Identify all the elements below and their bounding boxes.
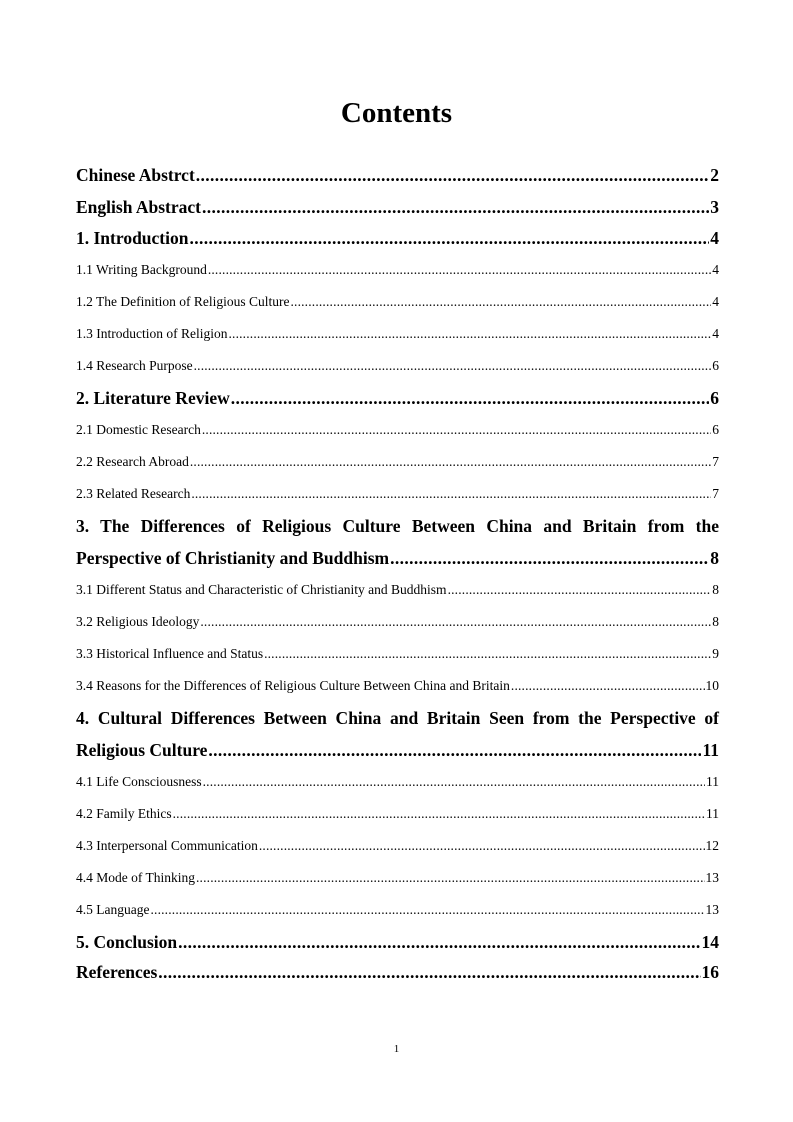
dot-leader [208, 261, 711, 279]
toc-entry-page: 11 [702, 740, 719, 760]
dot-leader [202, 421, 711, 439]
toc-entry-title: 1.2 The Definition of Religious Culture [76, 294, 290, 309]
dot-leader [200, 613, 711, 631]
toc-entry-page: 4 [712, 294, 719, 309]
dot-leader [190, 453, 711, 471]
toc-entry-title: 4.4 Mode of Thinking [76, 870, 195, 885]
toc-entry-page: 12 [705, 838, 719, 853]
toc-entry-literature-review[interactable] [76, 386, 719, 410]
dot-leader [158, 960, 700, 984]
toc-entry-page: 11 [706, 806, 719, 821]
toc-entry-references[interactable] [76, 960, 719, 984]
toc-entry-title: 3.2 Religious Ideology [76, 614, 200, 629]
toc-entry-page: 6 [710, 388, 719, 408]
toc-entry-page: 14 [701, 932, 719, 952]
toc-entry-page: 9 [712, 646, 719, 661]
toc-entry-chinese-abstract[interactable] [76, 163, 719, 187]
toc-entry-page: 8 [710, 548, 719, 568]
dot-leader [264, 645, 711, 663]
toc-entry-title: 1.4 Research Purpose [76, 358, 193, 373]
toc-entry-related-research[interactable] [76, 485, 719, 503]
toc-entry-title: 4.2 Family Ethics [76, 806, 172, 821]
footer-page-number: 1 [393, 1043, 400, 1055]
page-title: Contents [340, 97, 453, 129]
toc-entry-page: 7 [712, 486, 719, 501]
toc-entry-page: 2 [710, 165, 719, 185]
toc-entry-family-ethics[interactable] [76, 805, 719, 823]
toc-entry-introduction[interactable] [76, 226, 719, 250]
toc-entry-language[interactable] [76, 901, 719, 919]
toc-entry-religious-ideology[interactable] [76, 613, 719, 631]
dot-leader [290, 293, 711, 311]
dot-leader [203, 773, 705, 791]
toc-entry-title: 4.3 Interpersonal Communication [76, 838, 258, 853]
toc-entry-title: 2.2 Research Abroad [76, 454, 189, 469]
toc-entry-title: 2.1 Domestic Research [76, 422, 201, 437]
toc-entry-title: 2. Literature Review [76, 388, 230, 408]
toc-entry-title: 1. Introduction [76, 228, 189, 248]
toc-entry-interpersonal-communication[interactable] [76, 837, 719, 855]
toc-entry-title: 3.4 Reasons for the Differences of Religious Culture Between China and Britain [76, 678, 510, 693]
toc-entry-title: 5. Conclusion [76, 932, 178, 952]
toc-entry-historical-influence[interactable] [76, 645, 719, 663]
toc-entry-title: Chinese Abstrct [76, 165, 195, 185]
dot-leader [231, 386, 710, 410]
toc-entry-page: 10 [705, 678, 719, 693]
dot-leader [173, 805, 705, 823]
dot-leader [228, 325, 711, 343]
dot-leader [178, 930, 700, 954]
toc-entry-cultural-differences-line1[interactable]: 4. Cultural Differences Between China and Britain Seen from the Perspective of [76, 708, 719, 728]
toc-entry-title: References [76, 962, 158, 982]
toc-entry-page: 13 [705, 870, 719, 885]
dot-leader [196, 869, 705, 887]
toc-entry-title: Religious Culture [76, 740, 208, 760]
toc-entry-page: 4 [710, 228, 719, 248]
toc-entry-title: 2.3 Related Research [76, 486, 191, 501]
dot-leader [390, 546, 709, 570]
toc-entry-page: 4 [712, 326, 719, 341]
toc-entry-differences-line1[interactable]: 3. The Differences of Religious Culture Between China and Britain from the [76, 516, 719, 536]
toc-entry-page: 13 [705, 902, 719, 917]
toc-entry-reasons-for-differences[interactable] [76, 677, 719, 695]
dot-leader [259, 837, 705, 855]
toc-entry-definition-religious-culture[interactable] [76, 293, 719, 311]
toc-entry-title: English Abstract [76, 197, 201, 217]
dot-leader [150, 901, 704, 919]
toc-entry-page: 16 [701, 962, 719, 982]
toc-entry-introduction-of-religion[interactable] [76, 325, 719, 343]
toc-entry-page: 4 [712, 262, 719, 277]
dot-leader [194, 357, 712, 375]
dot-leader [202, 195, 709, 219]
toc-entry-research-purpose[interactable] [76, 357, 719, 375]
toc-entry-differences-religious-culture[interactable] [76, 546, 719, 570]
toc-entry-mode-of-thinking[interactable] [76, 869, 719, 887]
toc-entry-conclusion[interactable] [76, 930, 719, 954]
toc-entry-page: 11 [706, 774, 719, 789]
toc-entry-research-abroad[interactable] [76, 453, 719, 471]
toc-entry-title: 1.3 Introduction of Religion [76, 326, 228, 341]
toc-entry-title: 3.3 Historical Influence and Status [76, 646, 264, 661]
toc-entry-title: 1.1 Writing Background [76, 262, 207, 277]
toc-entry-page: 8 [712, 582, 719, 597]
toc-entry-writing-background[interactable] [76, 261, 719, 279]
toc-entry-page: 6 [712, 358, 719, 373]
toc-entry-english-abstract[interactable] [76, 195, 719, 219]
toc-entry-cultural-differences[interactable] [76, 738, 719, 762]
dot-leader [191, 485, 711, 503]
toc-entry-title: 4.5 Language [76, 902, 150, 917]
dot-leader [196, 163, 709, 187]
toc-entry-page: 6 [712, 422, 719, 437]
toc-entry-status-characteristic[interactable] [76, 581, 719, 599]
dot-leader [448, 581, 712, 599]
toc-entry-title: 4.1 Life Consciousness [76, 774, 202, 789]
dot-leader [208, 738, 701, 762]
toc-entry-title: Perspective of Christianity and Buddhism [76, 548, 390, 568]
toc-entry-life-consciousness[interactable] [76, 773, 719, 791]
toc-entry-page: 8 [712, 614, 719, 629]
toc-entry-page: 7 [712, 454, 719, 469]
dot-leader [189, 226, 709, 250]
toc-entry-title: 3.1 Different Status and Characteristic of Christianity and Buddhism [76, 582, 447, 597]
toc-entry-domestic-research[interactable] [76, 421, 719, 439]
toc-entry-page: 3 [710, 197, 719, 217]
dot-leader [511, 677, 705, 695]
